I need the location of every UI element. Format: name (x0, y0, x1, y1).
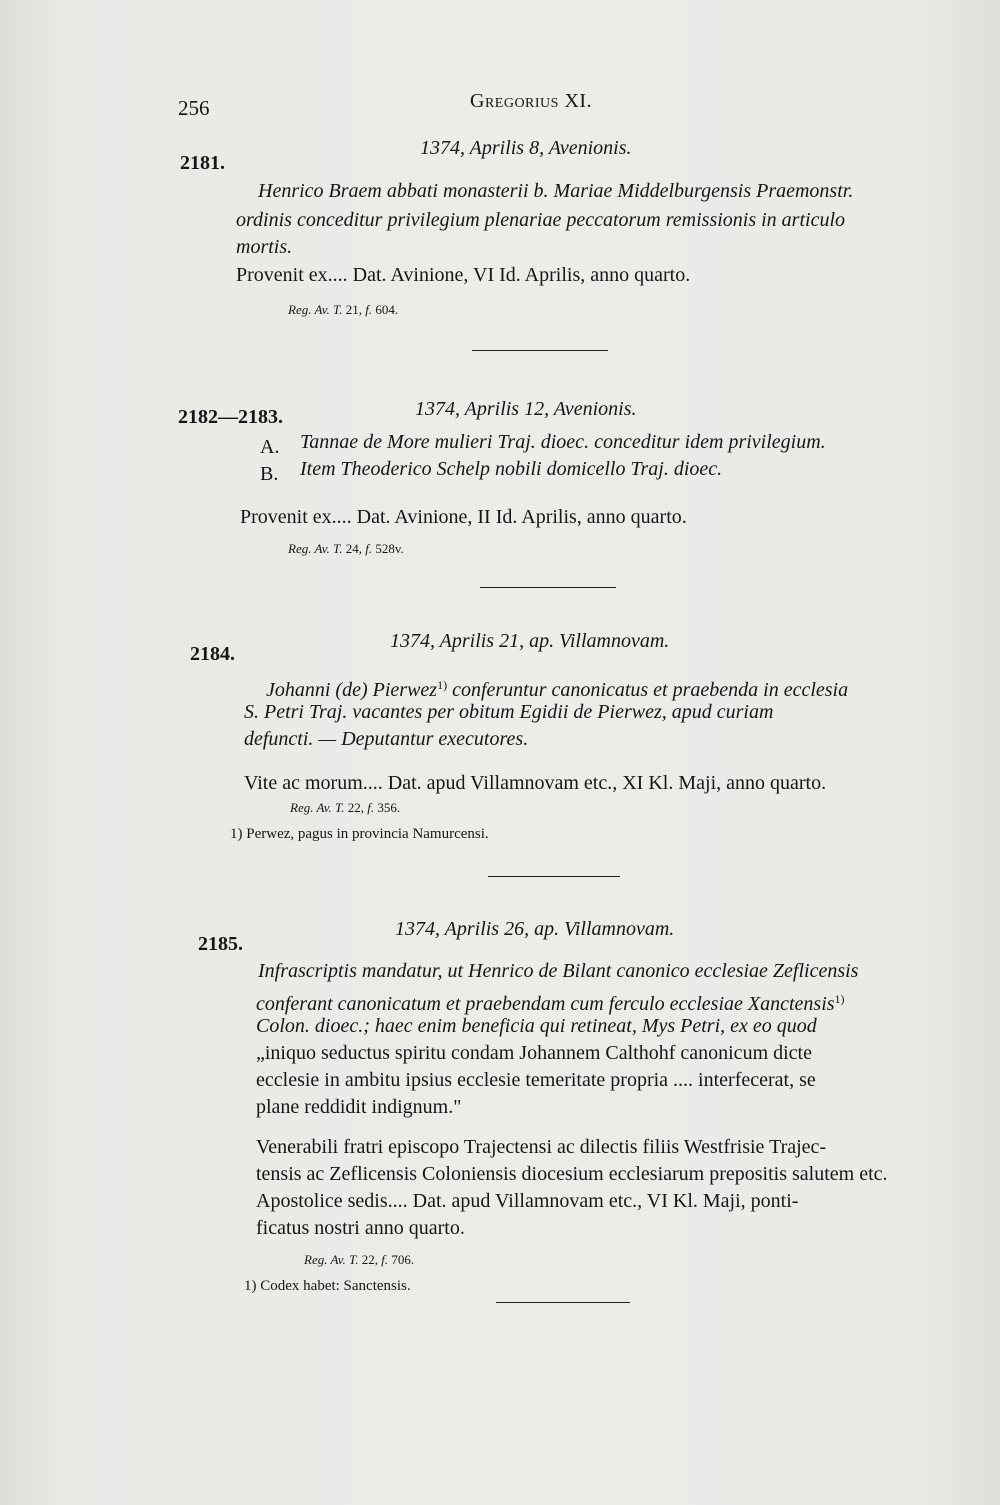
entry-text-line: ordinis conceditur privilegium plenariae peccatorum remissionis in articulo (236, 209, 846, 231)
separator-rule (496, 1302, 630, 1303)
entry-date: 1374, Aprilis 12, Avenionis. (415, 398, 637, 420)
provenit-line: Provenit ex.... Dat. Avinione, VI Id. Aprilis, anno quarto. (236, 264, 691, 286)
entry-text-line: Colon. dioec.; haec enim beneficia qui retineat, Mys Petri, ex eo quod (256, 1015, 817, 1037)
entry-text-line: mortis. (236, 236, 293, 258)
entry-date: 1374, Aprilis 21, ap. Villamnovam. (390, 630, 670, 652)
separator-rule (480, 587, 616, 588)
footnote: 1) Perwez, pagus in provincia Namurcensi. (230, 826, 489, 842)
provenit-line: Provenit ex.... Dat. Avinione, II Id. Aprilis, anno quarto. (240, 506, 687, 528)
running-title: Gregorius XI. (470, 90, 593, 112)
address-line: Apostolice sedis.... Dat. apud Villamnovam etc., VI Kl. Maji, ponti- (256, 1190, 799, 1212)
provenit-line: Vite ac morum.... Dat. apud Villamnovam etc., XI Kl. Maji, anno quarto. (244, 772, 827, 794)
item-label: A. (260, 436, 280, 458)
separator-rule (488, 876, 620, 877)
entry-text-line: Henrico Braem abbati monasterii b. Mariae Middelburgensis Praemonstr. (258, 180, 854, 202)
entry-date: 1374, Aprilis 26, ap. Villamnovam. (395, 918, 675, 940)
entry-number: 2185. (198, 933, 243, 955)
entry-number: 2181. (180, 152, 225, 174)
entry-text-line: Johanni (de) Pierwez$^{1)}$ conferuntur canonicatus et praebenda in ecclesia (266, 678, 849, 701)
entry-text-line: „iniquo seductus spiritu condam Johannem Calthohf canonicum dicte (256, 1042, 812, 1064)
entry-text-line: defuncti. — Deputantur executores. (244, 728, 529, 750)
entry-text-line: Infrascriptis mandatur, ut Henrico de Bilant canonico ecclesiae Zeflicensis (258, 960, 859, 982)
address-line: tensis ac Zeflicensis Coloniensis diocesium ecclesiarum prepositis salutem etc. (256, 1163, 888, 1185)
entry-number: 2184. (190, 643, 235, 665)
entry-text-line: S. Petri Traj. vacantes per obitum Egidii de Pierwez, apud curiam (244, 701, 774, 723)
page-number: 256 (178, 96, 210, 120)
item-text: Tannae de More mulieri Traj. dioec. conceditur idem privilegium. (300, 431, 826, 453)
footnote: 1) Codex habet: Sanctensis. (244, 1278, 411, 1294)
register-source: Reg. Av. T. 22, f. 706. (304, 1252, 415, 1267)
entry-date: 1374, Aprilis 8, Avenionis. (420, 137, 632, 159)
entry-number: 2182—2183. (178, 406, 283, 428)
footnote-marker: 1) (437, 678, 448, 692)
entry-text-line: ecclesie in ambitu ipsius ecclesie temeritate propria .... interfecerat, se (256, 1069, 816, 1091)
item-text: Item Theoderico Schelp nobili domicello Traj. dioec. (300, 458, 723, 480)
register-source: Reg. Av. T. 22, f. 356. (290, 800, 401, 815)
address-line: Venerabili fratri episcopo Trajectensi ac dilectis filiis Westfrisie Trajec- (256, 1136, 827, 1158)
entry-text-line: conferant canonicatum et praebendam cum ferculo ecclesiae Xanctensis$^{1)}$ (256, 992, 845, 1015)
register-source: Reg. Av. T. 21, f. 604. (288, 302, 399, 317)
footnote-marker: 1) (834, 992, 845, 1006)
entry-text-line: plane reddidit indignum." (256, 1096, 462, 1118)
register-source: Reg. Av. T. 24, f. 528v. (288, 541, 404, 556)
separator-rule (472, 350, 608, 351)
item-label: B. (260, 463, 279, 485)
address-line: ficatus nostri anno quarto. (256, 1217, 465, 1239)
